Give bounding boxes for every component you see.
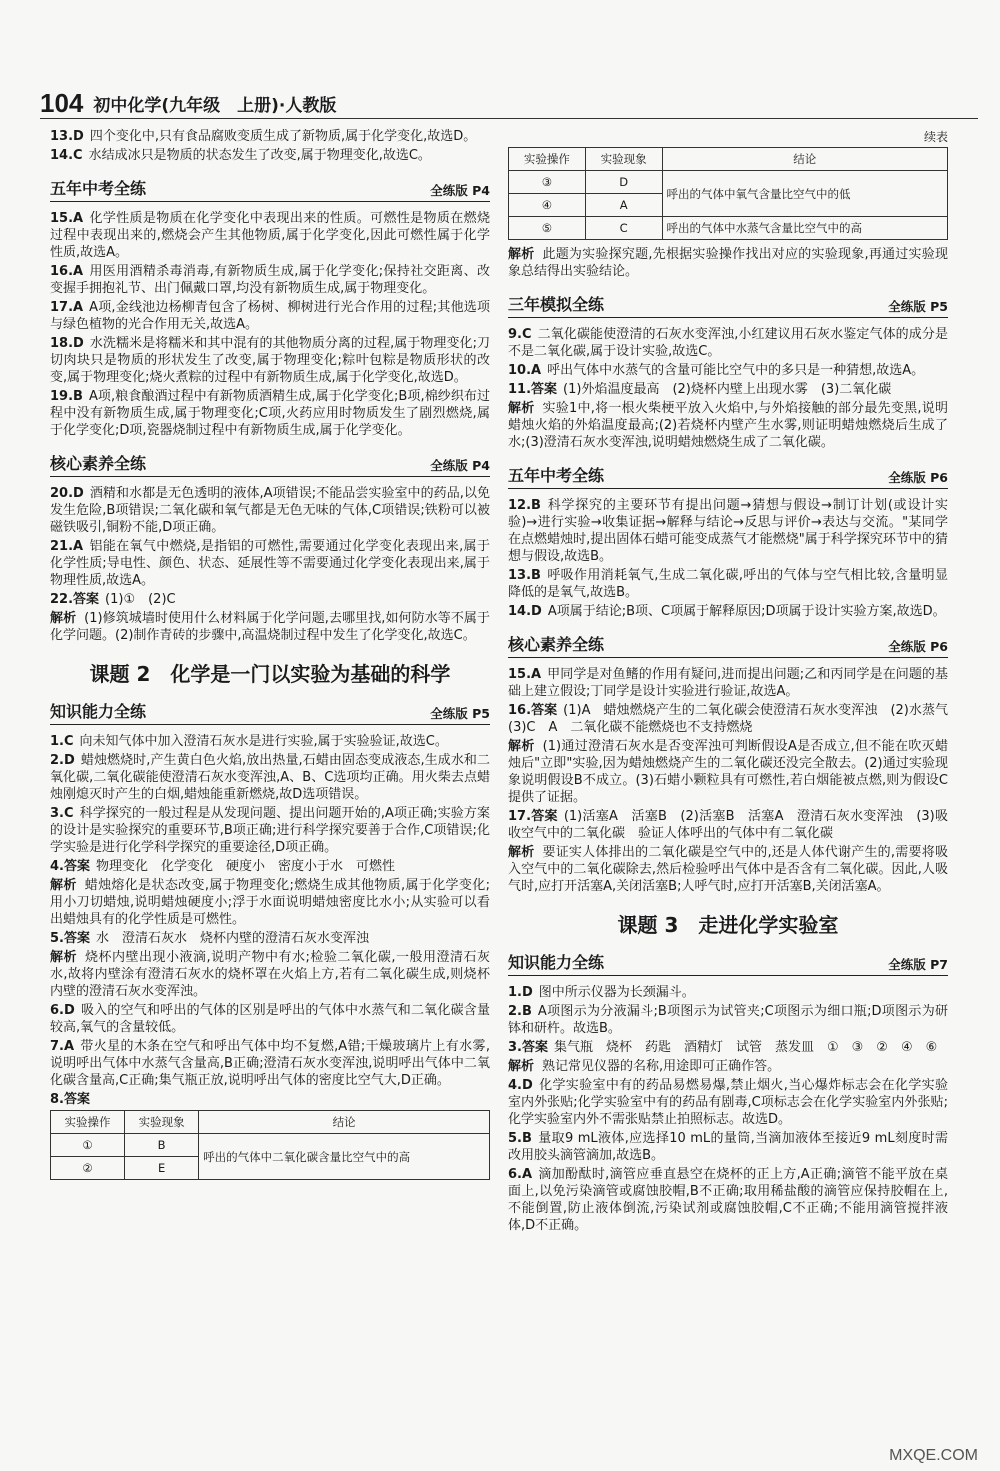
- answer-item: 14.C 水结成冰只是物质的状态发生了改变,属于物理变化,故选C。: [50, 148, 431, 163]
- analysis-item: 解析 实验1中,将一根火柴梗平放入火焰中,与外焰接触的部分最先变黑,说明蜡烛火焰的外焰温度最高;(2)若烧杯内壁产生水雾,则证明蜡烛燃烧后生成了水;(3)澄清石灰水变浑浊,说明蜡烛燃烧生成了二氧化碳。: [508, 401, 948, 450]
- book-title: 初中化学(九年级 上册)·人教版: [93, 96, 337, 116]
- table-header: 实验现象: [125, 1111, 199, 1134]
- answer-item: 15.A 甲同学是对鱼鳍的作用有疑问,进而提出问题;乙和丙同学是在问题的基础上建立假设;丁同学是设计实验进行验证,故选A。: [508, 667, 948, 699]
- answer-item: 4.D 化学实验室中有的药品易燃易爆,禁止烟火,当心爆炸标志会在化学实验室内外张贴;化学实验室中有的药品有剧毒,C项标志会在化学实验室内外张贴;化学实验室内外不需张贴禁止拍照标志。故选D。: [508, 1078, 948, 1127]
- answer-item: 6.A 滴加酚酞时,滴管应垂直悬空在烧杯的正上方,A正确;滴管不能平放在桌面上,以免污染滴管或腐蚀胶帽,B不正确;取用稀盐酸的滴管应保持胶帽在上,不能倒置,防止液体倒流,污染试剂或腐蚀胶帽,C不正确;不能用滴管搅拌液体,D不正确。: [508, 1167, 948, 1233]
- answer-item: 5.B 量取9 mL液体,应选择10 mL的量筒,当滴加液体至接近9 mL刻度时需改用胶头滴管滴加,故选B。: [508, 1131, 948, 1163]
- lesson-title: 课题 2 化学是一门以实验为基础的科学: [89, 662, 451, 686]
- watermark-text: MXQE.COM: [889, 1447, 978, 1464]
- analysis-item: 解析 烧杯内壁出现小液滴,说明产物中有水;检验二氧化碳,一般用澄清石灰水,故将内壁涂有澄清石灰水的烧杯罩在火焰上方,若有二氧化碳生成,则烧杯内壁的澄清石灰水变浑浊。: [50, 950, 490, 999]
- answer-item: 5.答案 水 澄清石灰水 烧杯内壁的澄清石灰水变浑浊: [50, 931, 369, 946]
- answer-item: 1.D 图中所示仪器为长颈漏斗。: [508, 985, 695, 1000]
- answer-item: 3.C 科学探究的一般过程是从发现问题、提出问题开始的,A项正确;实验方案的设计是实验探究的重要环节,B项正确;进行科学探究要善于合作,C项错误;化学实验是进行化学科学探究的重要途径,D项正确。: [50, 806, 490, 855]
- section-header: 五年中考全练 全练版 P4: [50, 176, 490, 202]
- analysis-item: 解析 熟记常见仪器的名称,用途即可正确作答。: [508, 1059, 781, 1074]
- section-header: 三年模拟全练 全练版 P5: [508, 292, 948, 318]
- section-header: 核心素养全练 全练版 P4: [50, 451, 490, 477]
- table-row: ② E: [51, 1157, 490, 1180]
- answer-item: 16.答案 (1)A 蜡烛燃烧产生的二氧化碳会使澄清石灰水变浑浊 (2)水蒸气 (3)C A 二氧化碳不能燃烧也不支持燃烧: [508, 703, 962, 735]
- table-row: ③ D 呼出的气体中氧气含量比空气中的低: [509, 171, 948, 194]
- lesson-title: 课题 3 走进化学实验室: [617, 913, 839, 937]
- answer-item: 1.C 向未知气体中加入澄清石灰水是进行实验,属于实验验证,故选C。: [50, 734, 448, 749]
- page-number: 104: [40, 88, 84, 118]
- section-header: 核心素养全练 全练版 P6: [508, 632, 948, 658]
- table-row: ① B 呼出的气体中二氧化碳含量比空气中的高: [51, 1134, 490, 1157]
- analysis-item: 解析 (1)修筑城墙时使用什么材料属于化学问题,去哪里找,如何防水等不属于化学问题。(2)制作青砖的步骤中,高温烧制过程中发生了化学变化,故选C。: [50, 611, 490, 643]
- answer-item: 13.D 四个变化中,只有食品腐败变质生成了新物质,属于化学变化,故选D。: [50, 129, 477, 144]
- table-conclusion: 呼出的气体中二氧化碳含量比空气中的高: [199, 1134, 490, 1180]
- answer-item: 17.A A项,金线池边杨柳青包含了杨树、柳树进行光合作用的过程;其他选项与绿色植物的光合作用无关,故选A。: [50, 300, 490, 332]
- answer-item: 8.答案: [50, 1092, 90, 1107]
- answer-item: 21.A 铝能在氧气中燃烧,是指铝的可燃性,需要通过化学变化表现出来,属于化学性质;导电性、颜色、状态、延展性等不需要通过化学变化表现出来,属于物理性质,故选A。: [50, 539, 490, 588]
- section-header: 知识能力全练 全练版 P5: [50, 699, 490, 725]
- table-row: ⑤ C 呼出的气体中水蒸气含量比空气中的高: [509, 217, 948, 240]
- table-header: 实验操作: [51, 1111, 125, 1134]
- answer-item: 2.D 蜡烛燃烧时,产生黄白色火焰,放出热量,石蜡由固态变成液态,生成水和二氧化碳,二氧化碳能使澄清石灰水变浑浊,A、B、C选项均正确。用火柴去点蜡烛刚熄灭时产生的白烟,蜡烛能重新燃烧,故D选项错误。: [50, 753, 490, 802]
- page-header: [40, 88, 336, 119]
- answer-item: 14.D A项属于结论;B项、C项属于解释原因;D项属于设计实验方案,故选D。: [508, 604, 946, 619]
- analysis-item: 解析 (1)通过澄清石灰水是否变浑浊可判断假设A是否成立,但不能在吹灭蜡烛后"立即"实验,因为蜡烛燃烧产生的二氧化碳还没完全散去。(2)通过实验现象说明假设B不成立。(3)石蜡小颗粒具有可燃性,若白烟能被点燃,则为假设C提供了证据。: [508, 739, 948, 805]
- left-column: [50, 128, 490, 1186]
- answer-item: 22.答案 (1)① (2)C: [50, 592, 176, 607]
- answer-item: 12.B 科学探究的主要环节有提出问题→猜想与假设→制订计划(或设计实验)→进行实验→收集证据→解释与结论→反思与评价→表达与交流。"某同学在点燃蜡烛时,提出固体石蜡可能变成蒸气才能燃烧"属于科学探究环节中的猜想与假设,故选B。: [508, 498, 948, 564]
- analysis-item: 解析 此题为实验探究题,先根据实验操作找出对应的实验现象,再通过实验现象总结得出实验结论。: [508, 247, 948, 279]
- answer-item: 11.答案 (1)外焰温度最高 (2)烧杯内壁上出现水雾 (3)二氧化碳: [508, 382, 892, 397]
- answer-item: 7.A 带火星的木条在空气和呼出气体中均不复燃,A错;干燥玻璃片上有水雾,说明呼出气体中水蒸气含量高,B正确;澄清石灰水变浑浊,说明呼出气体中二氧化碳含量高,C正确;集气瓶正放,说明呼出气体的密度比空气大,D正确。: [50, 1039, 490, 1088]
- right-column: [508, 128, 962, 1236]
- continued-label: 续表: [923, 130, 948, 144]
- table-conclusion: 呼出的气体中水蒸气含量比空气中的高: [662, 217, 947, 240]
- analysis-item: 解析 蜡烛熔化是状态改变,属于物理变化;燃烧生成其他物质,属于化学变化;用小刀切蜡烛,说明蜡烛硬度小;浮于水面说明蜡烛密度比水小;从实验可以看出蜡烛具有的化学性质是可燃性。: [50, 878, 490, 927]
- section-header: 五年中考全练 全练版 P6: [508, 463, 948, 489]
- table-header: 实验现象: [585, 148, 662, 171]
- section-header: 知识能力全练 全练版 P7: [508, 950, 948, 976]
- answer-item: 18.D 水洗糯米是将糯米和其中混有的其他物质分离的过程,属于物理变化;刀切肉块只是物质的形状发生了改变,属于物理变化;粽叶包粽是物质形状的改变,属于物理变化;烧火煮粽的过程中有新物质生成,属于化学变化,故选D。: [50, 336, 490, 385]
- table-header: 实验操作: [509, 148, 586, 171]
- answer-item: 9.C 二氧化碳能使澄清的石灰水变浑浊,小红建议用石灰水鉴定气体的成分是不是二氧化碳,属于设计实验,故选C。: [508, 327, 948, 359]
- table-header: 结论: [199, 1111, 490, 1134]
- answer-item: 10.A 呼出气体中水蒸气的含量可能比空气中的多只是一种猜想,故选A。: [508, 363, 925, 378]
- result-table-continued: [508, 147, 948, 240]
- answer-item: 6.D 吸入的空气和呼出的气体的区别是呼出的气体中水蒸气和二氧化碳含量较高,氧气的含量较低。: [50, 1003, 490, 1035]
- table-conclusion: 呼出的气体中氧气含量比空气中的低: [662, 171, 947, 217]
- answer-item: 20.D 酒精和水都是无色透明的液体,A项错误;不能品尝实验室中的药品,以免发生危险,B项错误;二氧化碳和氧气都是无色无味的气体,C项错误;铁粉可以被磁铁吸引,铜粉不能,D项正确。: [50, 486, 490, 535]
- header-rule: [40, 118, 978, 119]
- answer-item: 16.A 用医用酒精杀毒消毒,有新物质生成,属于化学变化;保持社交距离、改变握手拥抱礼节、出门佩戴口罩,均没有新物质生成,属于物理变化。: [50, 264, 490, 296]
- table-row: ④ A: [509, 194, 948, 217]
- answer-item: 15.A 化学性质是物质在化学变化中表现出来的性质。可燃性是物质在燃烧过程中表现出来的,燃烧会产生其他物质,属于化学变化,因此可燃性属于化学性质,故选A。: [50, 211, 490, 260]
- answer-item: 2.B A项图示为分液漏斗;B项图示为试管夹;C项图示为细口瓶;D项图示为研钵和研杵。故选B。: [508, 1004, 948, 1036]
- result-table: [50, 1110, 490, 1180]
- answer-item: 3.答案 集气瓶 烧杯 药匙 酒精灯 试管 蒸发皿 ① ③ ② ④ ⑥: [508, 1040, 938, 1055]
- answer-item: 13.B 呼吸作用消耗氧气,生成二氧化碳,呼出的气体与空气相比较,含量明显降低的是氧气,故选B。: [508, 568, 948, 600]
- answer-item: 19.B A项,粮食酿酒过程中有新物质酒精生成,属于化学变化;B项,棉纱织布过程中没有新物质生成,属于物理变化;C项,火药应用时物质发生了剧烈燃烧,属于化学变化;D项,瓷器烧制过程中有新物质生成,属于化学变化。: [50, 389, 490, 438]
- analysis-item: 解析 要证实人体排出的二氧化碳是空气中的,还是人体代谢产生的,需要将吸入空气中的二氧化碳除去,然后检验呼出气体中是否含有二氧化碳。因此,人吸气时,应打开活塞A,关闭活塞B;人呼气时,应打开活塞B,关闭活塞A。: [508, 845, 948, 894]
- table-header: 结论: [662, 148, 947, 171]
- answer-item: 17.答案 (1)活塞A 活塞B (2)活塞B 活塞A 澄清石灰水变浑浊 (3)吸收空气中的二氧化碳 验证人体呼出的气体中有二氧化碳: [508, 809, 949, 841]
- answer-item: 4.答案 物理变化 化学变化 硬度小 密度小于水 可燃性: [50, 859, 395, 874]
